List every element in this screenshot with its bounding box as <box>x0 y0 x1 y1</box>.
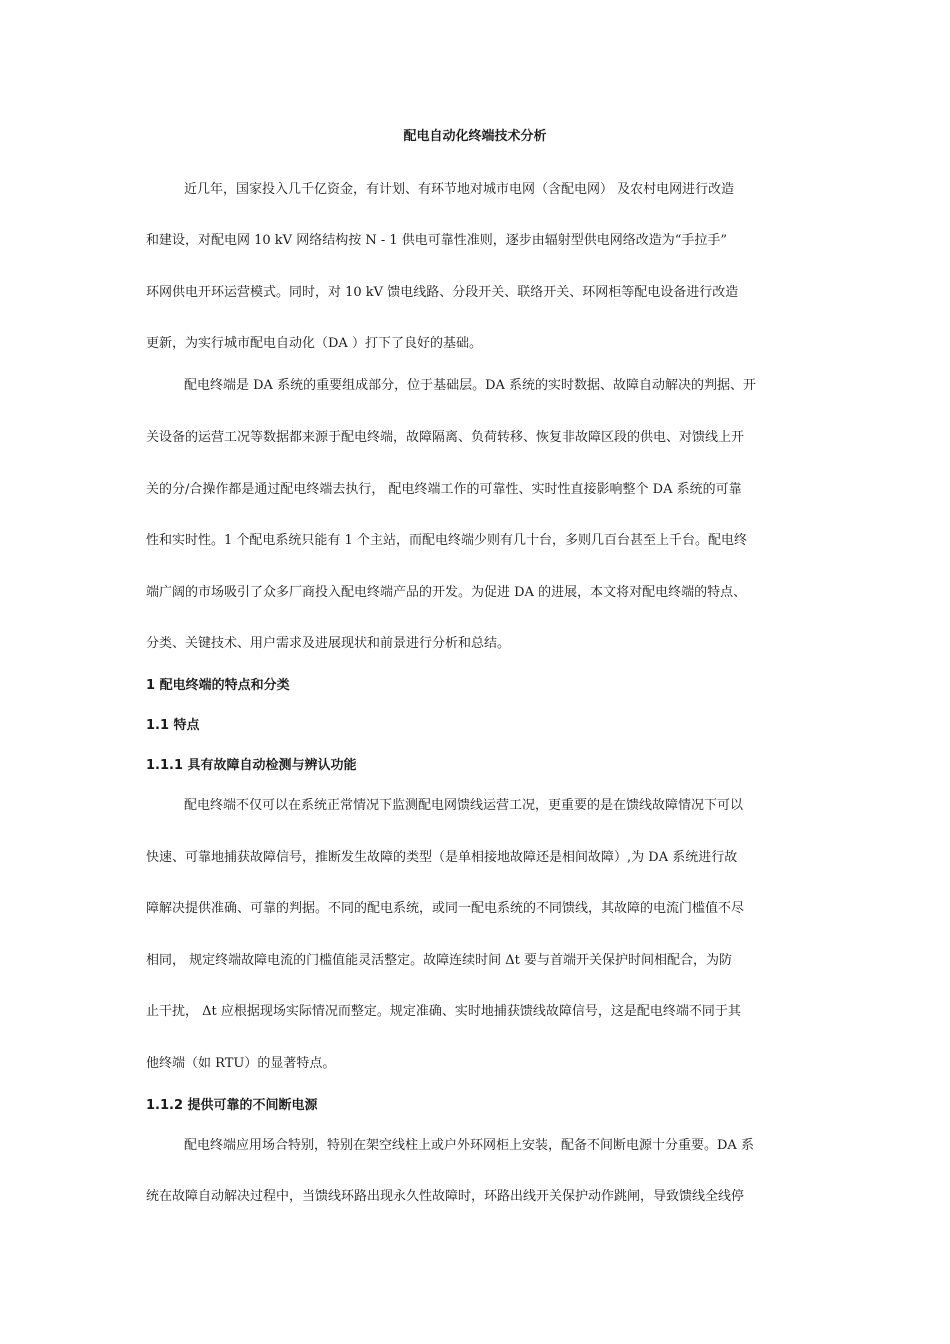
paragraph-2-line-6: 分类、关键技术、用户需求及进展现状和前景进行分析和总结。 <box>146 636 511 651</box>
paragraph-1-line-2: 和建设，对配电网 10 kV 网络结构按 N - 1 供电可靠性准则，逐步由辐射型供电网络改造为“手拉手” <box>146 233 728 248</box>
paragraph-2-line-5: 端广阔的市场吸引了众多厂商投入配电终端产品的开发。为促进 DA 的进展，本文将对配电终端的特点、 <box>146 585 747 600</box>
section-heading-1-1-1: 1.1.1 具有故障自动检测与辨认功能 <box>146 758 357 773</box>
paragraph-2-line-4: 性和实时性。1 个配电系统只能有 1 个主站，而配电终端少则有几十台，多则几百台甚至上千台。配电终 <box>146 533 747 548</box>
paragraph-3-line-1: 配电终端不仅可以在系统正常情况下监测配电网馈线运营工况，更重要的是在馈线故障情况下可以 <box>184 798 744 813</box>
section-heading-1: 1 配电终端的特点和分类 <box>146 678 290 693</box>
paragraph-4-line-2: 统在故障自动解决过程中，当馈线环路出现永久性故障时，环路出线开关保护动作跳闸，导致馈线全线停 <box>146 1189 745 1204</box>
paragraph-1-line-4: 更新，为实行城市配电自动化（DA ）打下了良好的基础。 <box>146 336 482 351</box>
paragraph-3-line-4: 相同， 规定终端故障电流的门槛值能灵活整定。故障连续时间 Δt 要与首端开关保护时间相配合，为防 <box>146 953 733 968</box>
paragraph-2-line-2: 关设备的运营工况等数据都来源于配电终端，故障隔离、负荷转移、恢复非故障区段的供电、对馈线上开 <box>146 430 745 445</box>
paragraph-1-line-3: 环网供电开环运营模式。同时，对 10 kV 馈电线路、分段开关、联络开关、环网柜等配电设备进行改造 <box>146 285 739 300</box>
paragraph-3-line-6: 他终端（如 RTU）的显著特点。 <box>146 1056 336 1071</box>
paragraph-3-line-3: 障解决提供准确、可靠的判据。不同的配电系统，或同一配电系统的不同馈线，其故障的电流门槛值不尽 <box>146 901 745 916</box>
paragraph-3-line-5: 止干扰， Δt 应根据现场实际情况而整定。规定准确、实时地捕获馈线故障信号，这是配电终端不同于其 <box>146 1004 741 1019</box>
paragraph-2-line-3: 关的分/合操作都是通过配电终端去执行， 配电终端工作的可靠性、实时性直接影响整个 DA 系统的可靠 <box>146 482 742 497</box>
paragraph-1-line-1: 近几年，国家投入几千亿资金，有计划、有环节地对城市电网（含配电网） 及农村电网进行改造 <box>184 182 735 197</box>
paragraph-4-line-1: 配电终端应用场合特别，特别在架空线柱上或户外环网柜上安装，配备不间断电源十分重要。DA 系 <box>184 1138 754 1153</box>
section-heading-1-1-2: 1.1.2 提供可靠的不间断电源 <box>146 1098 318 1113</box>
paragraph-2-line-1: 配电终端是 DA 系统的重要组成部分，位于基础层。DA 系统的实时数据、故障自动解决的判据、开 <box>184 378 757 393</box>
section-heading-1-1: 1.1 特点 <box>146 718 200 733</box>
paragraph-3-line-2: 快速、可靠地捕获故障信号，推断发生故障的类型（是单相接地故障还是相间故障）,为 DA 系统进行故 <box>146 850 738 865</box>
document-title: 配电自动化终端技术分析 <box>403 129 547 144</box>
